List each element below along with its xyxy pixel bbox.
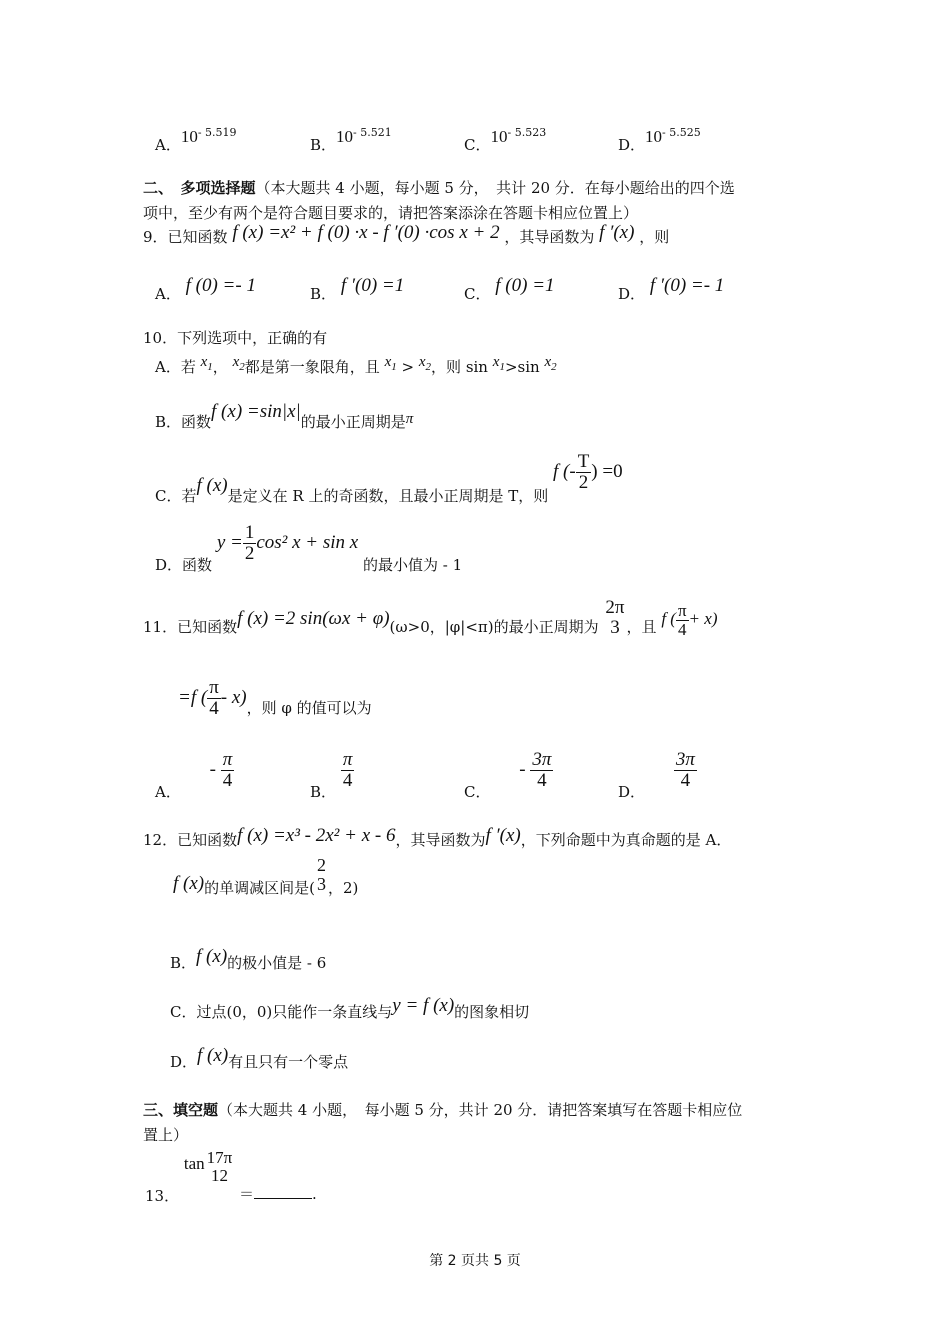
section2-desc: 项中，至少有两个是符合题目要求的，请把答案添涂在答题卡相应位置上） — [143, 204, 639, 222]
q10-option-b: B．函数f (x) =sin|x|的最小正周期是π — [155, 401, 414, 431]
q10c-math: f (- $\frac{T}{2}$ ) =0 — [553, 451, 623, 493]
q11-option-b: B． $\frac{\pi}{4}$ — [310, 749, 353, 801]
q11-option-d: D． $\frac{3\pi}{4}$ — [618, 749, 695, 801]
q12-option-a: f (x)的单调减区间是( 2 3 ，2) — [173, 855, 359, 897]
q10d-math: y = $\frac{1}{2}$ cos² x + sin x — [216, 522, 359, 564]
section3-desc: 置上） — [143, 1126, 189, 1144]
q13-answer-blank[interactable] — [254, 1184, 312, 1199]
q10-option-a: A．若 $x_1$， $x_2$都是第一象限角，且 $x_1 > x_2$，则 $\sin x_1>\sin$ $x_2$ — [155, 354, 557, 376]
q8-option-c: C．$10^{- 5.523}$ — [464, 126, 547, 154]
q10-stem: 10．下列选项中，正确的有 — [143, 329, 328, 347]
q11-stem-cont: =f ( $\frac{\pi}{4}$ - x)，则 φ 的值可以为 — [178, 677, 372, 719]
section2-heading: 二、 多项选择题（本大题共 4 小题，每小题 5 分， 共计 20 分．在每小题给出的四个选 — [143, 179, 735, 197]
q9-option-b: B． f ′(0) =1 — [310, 275, 405, 303]
q9-option-d: D． f ′(0) =- 1 — [618, 275, 725, 303]
section3-heading: 三、填空题（本大题共 4 小题， 每小题 5 分，共计 20 分．请把答案填写在答题卡相应位 — [143, 1101, 743, 1119]
q12-option-b: B．f (x)的极小值是 - 6 — [170, 946, 327, 972]
q11-option-c: C． - $\frac{3\pi}{4}$ — [464, 749, 552, 801]
q12-option-d: D．f (x)有且只有一个零点 — [170, 1045, 349, 1071]
q8-option-b: B．$10^{- 5.521}$ — [310, 126, 392, 154]
q9-option-c: C． f (0) =1 — [464, 275, 555, 303]
q8-option-d: D．$10^{- 5.525}$ — [618, 126, 701, 154]
q11-option-a: A． - $\frac{\pi}{4}$ — [155, 749, 233, 801]
q9-option-a: A． f (0) =- 1 — [155, 275, 256, 303]
q12-stem: 12．已知函数f (x) =x³ - 2x² + x - 6，其导函数为f ′(x)，下列命题中为真命题的是 A． — [143, 825, 732, 849]
q13: 13． tan 17π 12 ＝ . — [145, 1148, 317, 1205]
q8-option-a: A．$10^{- 5.519}$ — [155, 126, 237, 154]
q11-stem: 11．已知函数f (x) =2 sin(ωx + φ)(ω>0，|φ|<π)的最小正周期为 2π 3 ，且 f ( $\frac{\pi}{4}$ + x) — [143, 597, 718, 639]
page-footer: 第 2 页共 5 页 — [429, 1253, 521, 1269]
q12-option-c: C．过点(0，0)只能作一条直线与y = f (x)的图象相切 — [170, 995, 530, 1021]
q10-option-c: C．若f (x)是定义在 R 上的奇函数，且最小正周期是 T，则 f (- $\frac{T}{2}$ ) =0 — [155, 451, 623, 505]
q9-stem: 9．已知函数 f (x) =x² + f (0) ·x - f ′(0) ·cos x + 2 ，其导函数为 f ′(x) ，则 — [143, 222, 670, 246]
q10-option-d: D．函数 y = $\frac{1}{2}$ cos² x + sin x 的最小值为 - 1 — [155, 522, 463, 574]
